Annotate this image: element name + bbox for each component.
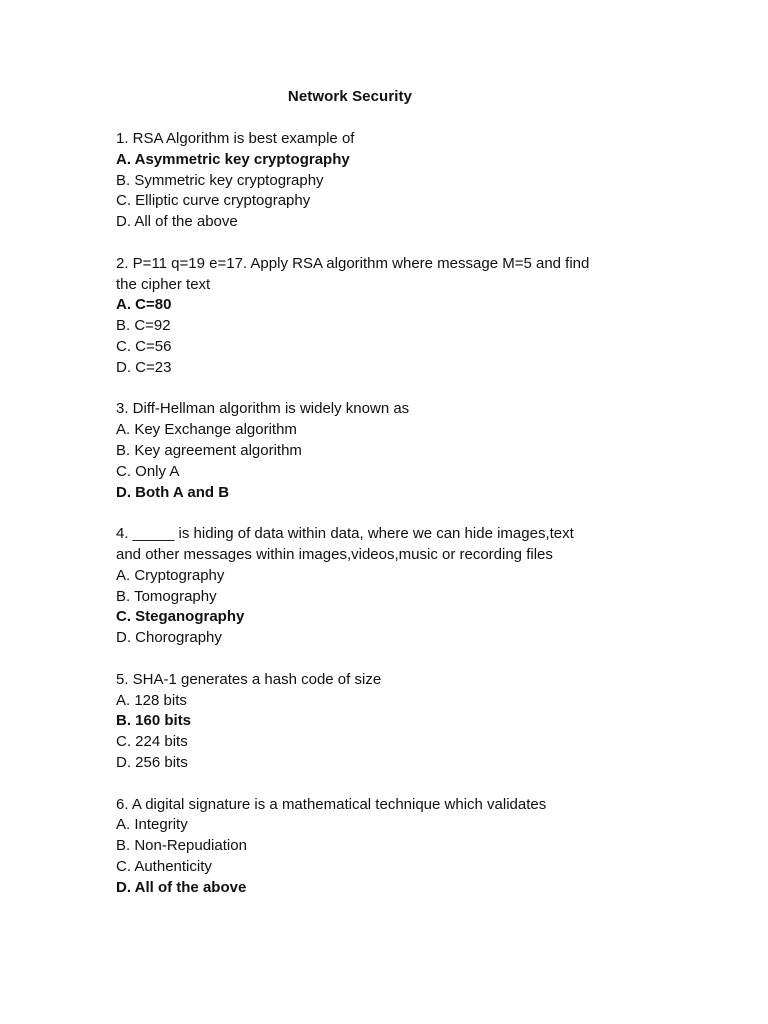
answer-option-correct: C. Steganography xyxy=(116,608,245,626)
answer-option: D. C=23 xyxy=(116,358,172,376)
answer-option-correct: D. All of the above xyxy=(116,878,247,896)
question-prompt-line: 6. A digital signature is a mathematical technique which validates xyxy=(116,795,547,813)
answer-option-correct: B. 160 bits xyxy=(116,712,192,730)
question-6 xyxy=(116,795,656,899)
answer-option: D. All of the above xyxy=(116,213,238,231)
question-prompt-line: 2. P=11 q=19 e=17. Apply RSA algorithm where message M=5 and find xyxy=(116,254,590,272)
answer-option: A. 128 bits xyxy=(116,691,187,709)
question-1 xyxy=(116,129,656,233)
answer-option: C. Only A xyxy=(116,462,180,480)
answer-option: D. Chorography xyxy=(116,629,222,647)
answer-option: B. Non-Repudiation xyxy=(116,837,247,855)
question-list xyxy=(116,129,656,919)
answer-option-correct: A. C=80 xyxy=(116,296,172,314)
answer-option: A. Cryptography xyxy=(116,566,225,584)
answer-option: C. 224 bits xyxy=(116,733,188,751)
question-prompt-line: the cipher text xyxy=(116,275,211,293)
document-title: Network Security xyxy=(287,88,413,105)
answer-option: C. Elliptic curve cryptography xyxy=(116,192,311,210)
answer-option: B. Key agreement algorithm xyxy=(116,441,302,459)
question-prompt-line: and other messages within images,videos,music or recording files xyxy=(116,545,553,563)
answer-option: B. Symmetric key cryptography xyxy=(116,171,324,189)
answer-option: D. 256 bits xyxy=(116,753,188,771)
question-prompt-line: 3. Diff-Hellman algorithm is widely known as xyxy=(116,400,410,418)
answer-option: A. Key Exchange algorithm xyxy=(116,421,297,439)
answer-option: C. Authenticity xyxy=(116,857,212,875)
answer-option: C. C=56 xyxy=(116,337,172,355)
question-5 xyxy=(116,670,656,774)
answer-option-correct: A. Asymmetric key cryptography xyxy=(116,150,350,168)
answer-option-correct: D. Both A and B xyxy=(116,483,230,501)
question-2 xyxy=(116,254,656,379)
question-prompt-line: 1. RSA Algorithm is best example of xyxy=(116,130,355,147)
answer-option: B. C=92 xyxy=(116,317,171,335)
question-prompt-line: 5. SHA-1 generates a hash code of size xyxy=(116,670,382,688)
question-4 xyxy=(116,524,656,649)
answer-option: B. Tomography xyxy=(116,587,217,605)
answer-option: A. Integrity xyxy=(116,816,188,834)
question-3 xyxy=(116,399,656,503)
question-prompt-line: 4. _____ is hiding of data within data, where we can hide images,text xyxy=(116,525,574,543)
